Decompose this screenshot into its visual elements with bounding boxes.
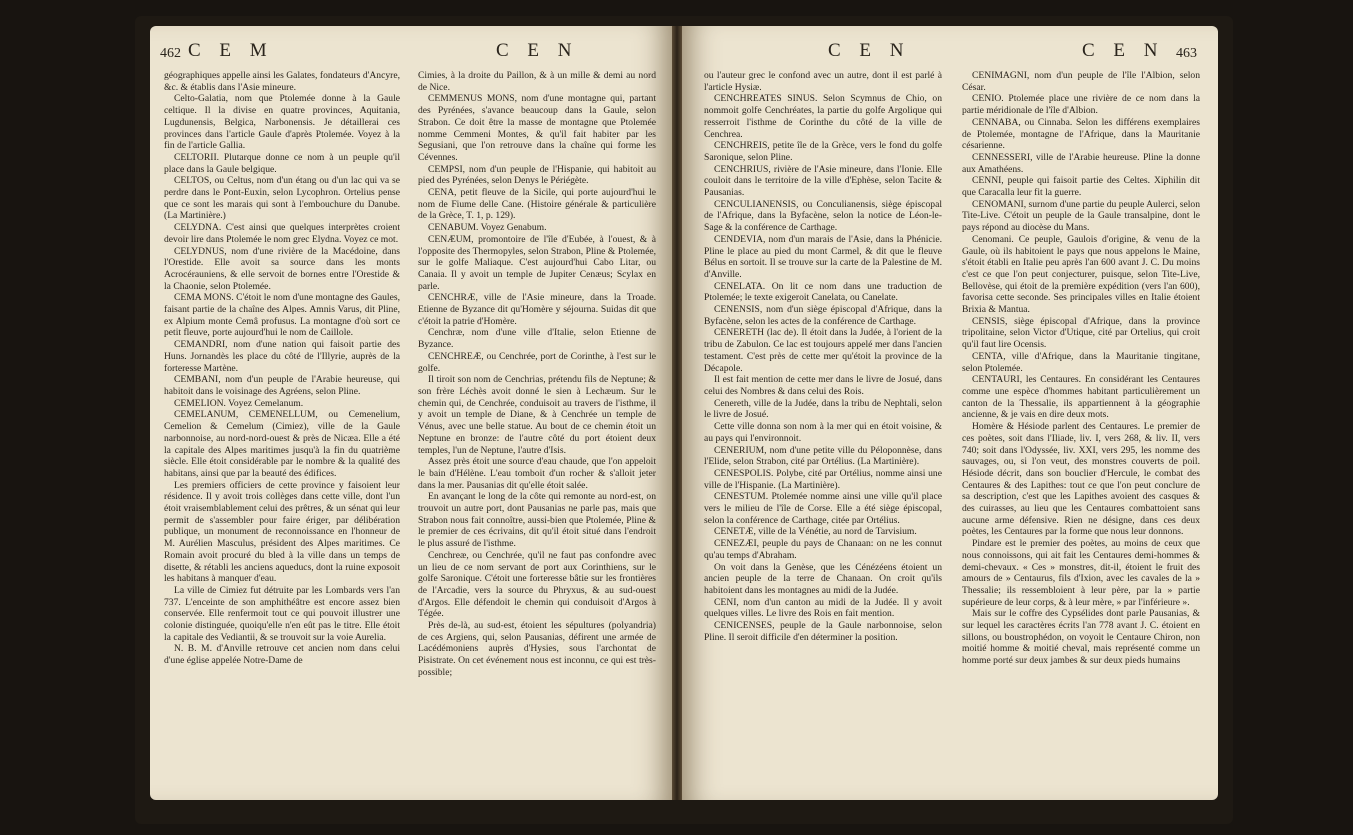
book-gutter	[672, 26, 682, 800]
dictionary-entry: CENOMANI, surnom d'une partie du peuple Aulerci, selon Tite-Live. C'étoit un peuple de la Gaule transalpine, dont le pays répond au diocèse du Mans.	[962, 198, 1200, 234]
dictionary-entry: Il est fait mention de cette mer dans le livre de Josué, dans celui des Nombres & dans celui des Rois.	[704, 374, 942, 397]
dictionary-entry: CENCULIANENSIS, ou Conculianensis, siège épiscopal de l'Afrique, dans la Byfacène, selon la notice de Léon-le-Sage & la conférence de Carthage.	[704, 198, 942, 234]
dictionary-entry: Celto-Galatia, nom que Ptolemée donne à la Gaule celtique. Il la divise en quatre provinces, Aquitania, Lugdunensis, Belgica, Narbonensis. Je détaillerai ces provinces dans l'article Gaule d'après Ptolemée. Voyez à la fin de l'article Gallia.	[164, 93, 400, 152]
dictionary-entry: La ville de Cimiez fut détruite par les Lombards vers l'an 737. L'enceinte de son amphithéâtre est encore assez bien conservée. Elle renfermoit tout ce qui pouvoit illustrer une colonie distinguée, quoiqu'elle n'en eût pas le titre. Elle étoit la capitale des Vediantii, & se trouvoit sur la voie Aurelia.	[164, 584, 400, 643]
dictionary-entry: CEMBANI, nom d'un peuple de l'Arabie heureuse, qui habitoit dans le voisinage des Agréens, selon Pline.	[164, 374, 400, 397]
dictionary-entry: CEMELANUM, CEMENELLUM, ou Cemenelium, Cemelion & Cemelum (Cimiez), ville de la Gaule narbonnoise, au nord-nord-ouest & près de Nicæa. Elle a été la capitale des Alpes maritimes jusqu'à la fin du quatrième siècle. Elle étoit considérable par le nombre & la qualité des habitans, ainsi que par la beauté des édifices.	[164, 409, 400, 479]
dictionary-entry: CELTORII. Plutarque donne ce nom à un peuple qu'il place dans la Gaule belgique.	[164, 151, 400, 175]
dictionary-entry: CELYDNA. C'est ainsi que quelques interprètes croient devoir lire dans Ptolemée le nom grec Elydna. Voyez ce mot.	[164, 222, 400, 245]
dictionary-entry: CENELATA. On lit ce nom dans une traduction de Ptolemée; le texte exigeroit Canelata, ou Canelate.	[704, 280, 942, 304]
dictionary-entry: CENIMAGNI, nom d'un peuple de l'île l'Albion, selon César.	[962, 70, 1200, 93]
header-headword-right: C E N	[1082, 40, 1165, 61]
dictionary-entry: Homère & Hésiode parlent des Centaures. Le premier de ces poètes, soit dans l'Iliade, liv. I, vers 268, & liv. II, vers 740; soit dans l'Odyssée, liv. XXI, vers 295, les nomme des sauvages, ou, si l'on veut, des monstres couverts de poil. Hésiode décrit, dans son bouclier d'Hercule, le combat des Centaures & des Lapithes: tout ce que l'on peut conclure de sa description, c'est que les Lapithes avoient des casques & des cuirasses, au lieu que les Centaures combattoient sans aucune arme défensive. Rien ne désigne, dans ces deux poètes, les Centaures par la forme que nous leur donnons.	[962, 421, 1200, 538]
dictionary-entry: Les premiers officiers de cette province y faisoient leur résidence. Il y avoit trois collèges dans cette ville, dont l'un étoit vraisemblablement celui des prêtres, & un sénat qui leur permit de s'assembler pour faire ériger, par délibération publique, un monument de reconnoissance en l'honneur de M. Aurélien Masculus, président des Alpes maritimes. Ce Romain avoit procuré du bled à la ville dans un temps de disette, & rétabli les anciens aqueducs, dont la ruine exposoit les habitans à manquer d'eau.	[164, 479, 400, 585]
dictionary-entry: CENDEVIA, nom d'un marais de l'Asie, dans la Phénicie. Pline le place au pied du mont Carmel, & dit que le fleuve Bélus en sortoit. Il se trouve sur la carte de la Palestine de M. d'Anville.	[704, 233, 942, 280]
dictionary-entry: CENCHRIUS, rivière de l'Asie mineure, dans l'Ionie. Elle couloit dans le territoire de la ville d'Ephèse, selon Tacite & Pausanias.	[704, 163, 942, 199]
dictionary-entry: Pindare est le premier des poètes, au moins de ceux que nous connoissons, qui ait fait les Centaures demi-hommes & demi-chevaux. « Ces » monstres, dit-il, étoient le fruit des amours de » Centaurus, fils d'Ixion, avec les cavales de la » Thessalie; ils ressembloient à leur père, par la » partie supérieure de leur corps, & à leur mère, » par l'inférieure ».	[962, 538, 1200, 608]
dictionary-entry: CENESPOLIS. Polybe, cité par Ortélius, nomme ainsi une ville de l'Hispanie. (La Martinière).	[704, 467, 942, 491]
dictionary-entry: CEMMENUS MONS, nom d'une montagne qui, partant des Pyrénées, s'avance beaucoup dans la Gaule, selon Strabon. Ce doit être la masse de montagne que Ptolemée nomme Cemmeni Montes, & qu'il fait habiter par les Segusiani, que l'on retrouve dans la chaîne qui forme les Cévennes.	[418, 93, 656, 163]
right-page-header	[678, 40, 1218, 68]
dictionary-entry: CENA, petit fleuve de la Sicile, qui porte aujourd'hui le nom de Fiume delle Cane. (Histoire générale & particulière de la Grèce, T. 1, p. 129).	[418, 187, 656, 222]
dictionary-entry: Près de-là, au sud-est, étoient les sépultures (polyandria) de ces Argiens, qui, selon Pausanias, défirent une armée de Lacédémoniens auprès d'Hysies, sous l'archontat de Pisistrate. On cet événement nous est inconnu, ce qui est très-possible;	[418, 620, 656, 678]
header-headword-left: C E M	[188, 40, 274, 61]
dictionary-entry: En avançant le long de la côte qui remonte au nord-est, on trouvoit un autre port, dont Pausanias ne parle pas, mais que Strabon nous fait connoître, aussi-bien que Ptolemée, Pline & le premier de ces écrivains, dit qu'il étoit situé dans l'endroit le plus assuré de l'isthme.	[418, 491, 656, 550]
dictionary-entry: On voit dans la Genèse, que les Cénézéens étoient un ancien peuple de la terre de Chanaan. On croit qu'ils habitoient dans les montagnes au midi de la Judée.	[704, 561, 942, 596]
dictionary-entry: CENCHREÆ, ou Cenchrée, port de Corinthe, à l'est sur le golfe.	[418, 350, 656, 374]
left-page	[150, 26, 676, 800]
dictionary-entry: CENEZÆI, peuple du pays de Chanaan: on ne les connut qu'au temps d'Abraham.	[704, 538, 942, 561]
dictionary-entry: CENERIUM, nom d'une petite ville du Péloponnèse, dans l'Elide, selon Strabon, cité par Ortélius. (La Martinière).	[704, 444, 942, 468]
dictionary-entry: CENETÆ, ville de la Vénétie, au nord de Tarvisium.	[714, 526, 917, 538]
dictionary-entry: Mais sur le coffre des Cypsélides dont parle Pausanias, & sur lequel les caractères écrits l'an 778 avant J. C. étoient en sillons, ou boustrophédon, on voyoit le Centaure Chiron, non moitié homme & moitié cheval, mais représenté comme un homme porté sur deux jambes & sur deux pieds humains	[962, 608, 1200, 667]
dictionary-entry: CENESTUM. Ptolemée nomme ainsi une ville qu'il place vers le milieu de l'île de Corse. Elle a été siège épiscopal, selon la conférence de Carthage, citée par Ortélius.	[704, 491, 942, 526]
dictionary-entry: CENTAURI, les Centaures. En considérant les Centaures comme une espèce d'hommes habitant particulièrement un canton de la Thessalie, ils appartiennent à la géographie ancienne, & je vais en dire deux mots.	[962, 374, 1200, 421]
dictionary-entry: CENTA, ville d'Afrique, dans la Mauritanie tingitane, selon Ptolemée.	[962, 350, 1200, 374]
dictionary-entry: CENNESSERI, ville de l'Arabie heureuse. Pline la donne aux Amathéens.	[962, 151, 1200, 175]
header-headword-left: C E N	[828, 40, 911, 61]
dictionary-entry: Cenomani. Ce peuple, Gaulois d'origine, & venu de la Gaule, où ils habitoient le pays que nous appelons le Maine, s'étoit établi en Italie peu après l'an 600 avant J. C. Du moins c'est ce que l'on peut conjecturer, puisque, selon Tite-Live, Bellovèse, qui étoit de la première expédition (vers l'an 600), favorisa cette seconde. Ses principales villes en Italie étoient Brixia & Mantua.	[962, 233, 1200, 316]
dictionary-entry: CENNI, peuple qui faisoit partie des Celtes. Xiphilin dit que Caracalla leur fit la guerre.	[962, 175, 1200, 199]
left-page-header	[150, 40, 676, 68]
right-page-column-1	[704, 70, 942, 643]
dictionary-entry: Cenchræ, nom d'une ville d'Italie, selon Etienne de Byzance.	[418, 327, 656, 351]
dictionary-entry: CENIO. Ptolemée place une rivière de ce nom dans la partie méridionale de l'île d'Albion.	[962, 93, 1200, 117]
dictionary-entry: CENICENSES, peuple de la Gaule narbonnoise, selon Pline. Il seroit difficile d'en déterminer la position.	[704, 620, 942, 643]
dictionary-entry: Assez près étoit une source d'eau chaude, que l'on appeloit le bain d'Hélène. L'eau tomboit d'un rocher & s'alloit jeter dans la mer. Pausanias dit qu'elle étoit salée.	[418, 456, 656, 491]
dictionary-entry: CENÆUM, promontoire de l'île d'Eubée, à l'ouest, & à l'opposite des Thermopyles, selon Strabon, Pline & Ptolemée, sur le golfe Maliaque. C'est aujourd'hui Cabo Litar, ou Canaia. Il y avoit un temple de Jupiter Cenæus; Scylax en parle.	[418, 233, 656, 292]
dictionary-entry: CEMA MONS. C'étoit le nom d'une montagne des Gaules, faisant partie de la chaîne des Alpes. Amnis Varus, dit Pline, ex Alpium monte Cemâ profusus. La montagne d'où sort ce petit fleuve, porte aujourd'hui le nom de Caillole.	[164, 292, 400, 339]
dictionary-entry: géographiques appelle ainsi les Galates, fondateurs d'Ancyre, &c. & établis dans l'Asie mineure.	[164, 70, 400, 93]
right-page-column-2	[962, 70, 1200, 667]
dictionary-entry: CENABUM. Voyez Genabum.	[428, 222, 547, 234]
dictionary-entry: Cenchreæ, ou Cenchrée, qu'il ne faut pas confondre avec un lieu de ce nom servant de port aux Corinthiens, sur le golfe Saronique. C'étoit une forteresse bâtie sur les frontières de l'Arcadie, vers la source du Phryxus, & au sud-ouest d'Argos. Elle défendoit le chemin qui conduisoit d'Argos à Tégée.	[418, 549, 656, 620]
dictionary-entry: CEMPSI, nom d'un peuple de l'Hispanie, qui habitoit au pied des Pyrénées, selon Denys le Périégète.	[418, 163, 656, 187]
dictionary-entry: Cette ville donna son nom à la mer qui en étoit voisine, & au pays qui l'environnoit.	[704, 421, 942, 444]
dictionary-entry: Cimies, à la droite du Paillon, & à un mille & demi au nord de Nice.	[418, 70, 656, 93]
dictionary-entry: CEMELION. Voyez Cemelanum.	[174, 397, 304, 409]
dictionary-entry: CENENSIS, nom d'un siège épiscopal d'Afrique, dans la Byfacène, selon les actes de la conférence de Carthage.	[704, 304, 942, 327]
dictionary-entry: CEMANDRI, nom d'une nation qui faisoit partie des Huns. Jornandès les place du côté de l'Illyrie, auprès de la forteresse Martène.	[164, 339, 400, 374]
dictionary-entry: N. B. M. d'Anville retrouve cet ancien nom dans celui d'une église appelée Notre-Dame de	[164, 643, 400, 667]
dictionary-entry: CENNABA, ou Cinnaba. Selon les différens exemplaires de Ptolemée, montagne de l'Afrique, dans la Mauritanie césarienne.	[962, 116, 1200, 152]
header-headword-right: C E N	[496, 40, 579, 61]
dictionary-entry: CENCHRÆ, ville de l'Asie mineure, dans la Troade. Etienne de Byzance dit qu'Homère y séjourna. Suidas dit que c'étoit la patrie d'Homère.	[418, 292, 656, 327]
dictionary-entry: CENCHREATES SINUS. Selon Scymnus de Chio, on nommoit golfe Cenchréates, la partie du golfe Argolique qui resserroit l'isthme de Corinthe du côté de la ville de Cenchrea.	[704, 93, 942, 140]
dictionary-entry: Il tiroit son nom de Cenchrias, prétendu fils de Neptune; & son frère Léchès avoit donné le sien à Lechæum. Sur le chemin qui, de Cenchrée, conduisoit au travers de l'isthme, il y avoit un temple de Diane, & à Cenchrée un temple de Vénus, avec une belle statue. Au bout de ce chemin étoit un Neptune en bronze: de l'autre côté du port étoient deux temples, l'un de Neptune, l'autre d'Isis.	[418, 374, 656, 456]
dictionary-entry: CENERETH (lac de). Il étoit dans la Judée, à l'orient de la tribu de Zabulon. Ce lac est toujours appelé mer dans l'ancien testament. C'est près de cette mer qu'étoit la province de la Décapole.	[704, 327, 942, 374]
page-number: 463	[1176, 46, 1197, 61]
right-page	[678, 26, 1218, 800]
left-page-column-1	[164, 70, 400, 667]
dictionary-entry: CELYDNUS, nom d'une rivière de la Macédoine, dans l'Orestide. Elle avoit sa source dans les monts Acrocérauniens, & elle servoit de bornes entre l'Orestide & la Chaonie, selon Ptolemée.	[164, 245, 400, 292]
left-page-column-2	[418, 70, 656, 679]
dictionary-entry: CELTOS, ou Celtus, nom d'un étang ou d'un lac qui va se perdre dans le Pont-Euxin, selon Lycophron. Ortelius pense que ce sont les marais qui sont à l'embouchure du Danube. (La Martinière.)	[164, 175, 400, 222]
dictionary-entry: ou l'auteur grec le confond avec un autre, dont il est parlé à l'article Hysiæ.	[704, 70, 942, 93]
dictionary-entry: Cenereth, ville de la Judée, dans la tribu de Nephtali, selon le livre de Josué.	[704, 397, 942, 421]
dictionary-entry: CENSIS, siège épiscopal d'Afrique, dans la province tripolitaine, selon Victor d'Utique, cité par Ortelius, qui croit qu'il faut lire Ocensis.	[962, 315, 1200, 351]
dictionary-entry: CENCHREIS, petite île de la Grèce, vers le fond du golfe Saronique, selon Pline.	[704, 140, 942, 163]
page-number: 462	[160, 46, 181, 61]
dictionary-entry: CENI, nom d'un canton au midi de la Judée. Il y avoit quelques villes. Le livre des Rois en fait mention.	[704, 596, 942, 620]
